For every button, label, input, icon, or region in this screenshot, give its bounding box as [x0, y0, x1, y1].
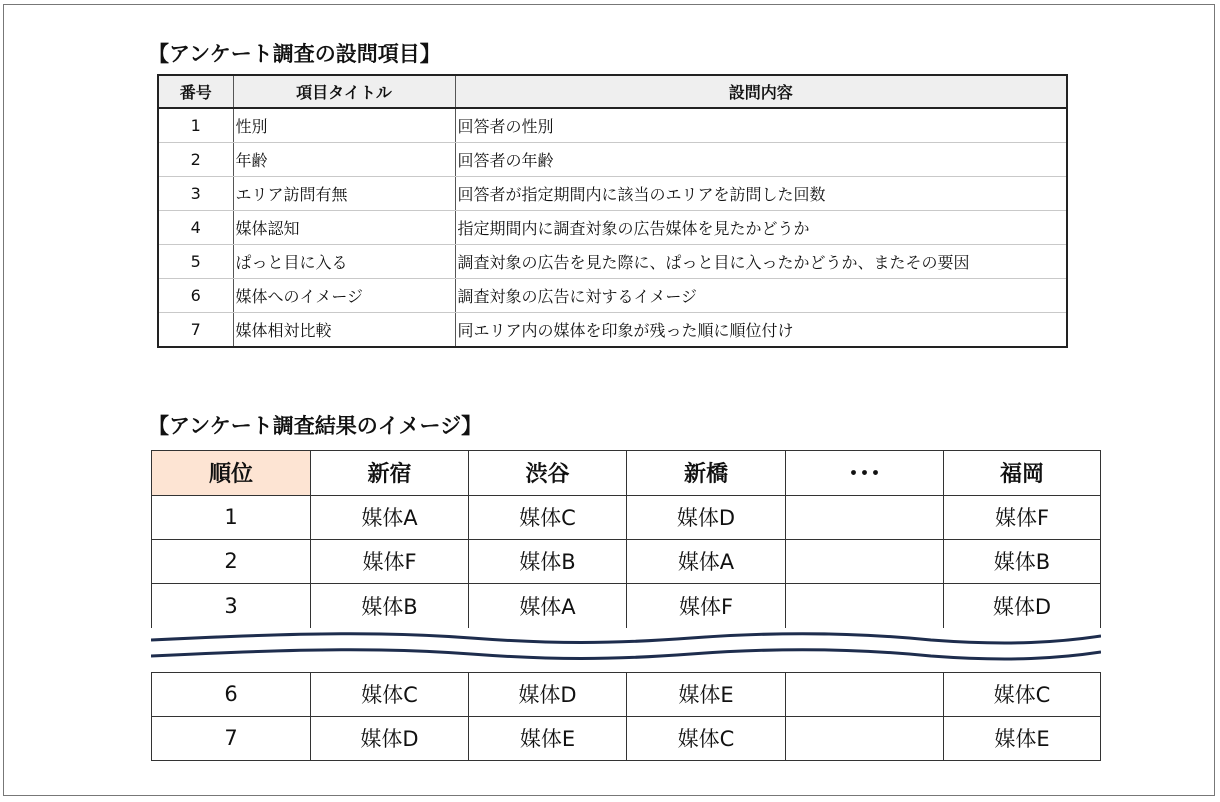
- table-row: [158, 108, 1067, 143]
- results-header-row: [151, 450, 1101, 495]
- item-content: 回答者の性別: [455, 108, 1067, 143]
- header-item-title: 項目タイトル: [233, 75, 455, 108]
- rank-cell: 3: [151, 583, 310, 628]
- media-cell: 媒体E: [943, 716, 1101, 760]
- item-number: 6: [158, 279, 233, 313]
- table-row: [158, 143, 1067, 177]
- rank-cell: 1: [151, 495, 310, 539]
- header-ellipsis: ･･･: [785, 450, 943, 495]
- item-content: 指定期間内に調査対象の広告媒体を見たかどうか: [455, 211, 1067, 245]
- item-content: 回答者が指定期間内に該当のエリアを訪問した回数: [455, 177, 1067, 211]
- media-cell: [785, 672, 943, 716]
- table-break-wave: [151, 628, 1101, 672]
- item-title: ぱっと目に入る: [233, 245, 455, 279]
- survey-results-table: [151, 450, 1101, 760]
- media-cell: 媒体D: [626, 495, 785, 539]
- media-cell: 媒体F: [310, 539, 468, 583]
- rank-cell: 7: [151, 716, 310, 760]
- survey-items-heading: 【アンケート調査の設問項目】: [148, 42, 441, 66]
- item-number: 2: [158, 143, 233, 177]
- media-cell: [785, 495, 943, 539]
- media-cell: 媒体B: [310, 583, 468, 628]
- media-cell: 媒体A: [310, 495, 468, 539]
- table-row: [151, 672, 1101, 716]
- media-cell: 媒体E: [626, 672, 785, 716]
- table-row: [151, 583, 1101, 628]
- media-cell: 媒体D: [943, 583, 1101, 628]
- table-row: [151, 539, 1101, 583]
- media-cell: 媒体C: [626, 716, 785, 760]
- media-cell: 媒体C: [468, 495, 626, 539]
- media-cell: 媒体C: [943, 672, 1101, 716]
- item-number: 3: [158, 177, 233, 211]
- survey-items-table: [157, 74, 1068, 348]
- header-question-content: 設問内容: [455, 75, 1067, 108]
- item-number: 4: [158, 211, 233, 245]
- item-title: 媒体相対比較: [233, 313, 455, 348]
- item-content: 調査対象の広告を見た際に、ぱっと目に入ったかどうか、またその要因: [455, 245, 1067, 279]
- media-cell: 媒体F: [626, 583, 785, 628]
- rank-cell: 6: [151, 672, 310, 716]
- item-title: 性別: [233, 108, 455, 143]
- table-row: [151, 495, 1101, 539]
- item-number: 1: [158, 108, 233, 143]
- media-cell: 媒体D: [468, 672, 626, 716]
- rank-cell: 2: [151, 539, 310, 583]
- media-cell: 媒体B: [468, 539, 626, 583]
- item-number: 7: [190, 320, 201, 339]
- header-shibuya: 渋谷: [468, 450, 626, 495]
- item-title: 媒体へのイメージ: [233, 279, 455, 313]
- item-title: 年齢: [233, 143, 455, 177]
- media-cell: [785, 583, 943, 628]
- item-title: エリア訪問有無: [233, 177, 455, 211]
- media-cell: 媒体A: [626, 539, 785, 583]
- media-cell: [785, 539, 943, 583]
- header-fukuoka: 福岡: [943, 450, 1101, 495]
- media-cell: [785, 716, 943, 760]
- table-row: [151, 716, 1101, 760]
- media-cell: 媒体E: [468, 716, 626, 760]
- header-number: 番号: [158, 75, 233, 108]
- media-cell: 媒体B: [943, 539, 1101, 583]
- item-number: 5: [158, 245, 233, 279]
- media-cell: 媒体F: [943, 495, 1101, 539]
- header-rank: 順位: [151, 450, 310, 495]
- media-cell: 媒体A: [468, 583, 626, 628]
- table-row: [158, 177, 1067, 211]
- media-cell: 媒体C: [310, 672, 468, 716]
- item-content: 回答者の年齢: [455, 143, 1067, 177]
- item-content: 調査対象の広告に対するイメージ: [455, 279, 1067, 313]
- table-row: [158, 245, 1067, 279]
- item-title: 媒体認知: [233, 211, 455, 245]
- media-cell: 媒体D: [310, 716, 468, 760]
- survey-items-header-row: [158, 75, 1067, 108]
- header-shimbashi: 新橋: [626, 450, 785, 495]
- header-shinjuku: 新宿: [310, 450, 468, 495]
- table-row: [158, 313, 1067, 348]
- item-content: 同エリア内の媒体を印象が残った順に順位付け: [455, 313, 1067, 348]
- table-row: [158, 211, 1067, 245]
- table-row: [158, 279, 1067, 313]
- survey-results-heading: 【アンケート調査結果のイメージ】: [148, 414, 483, 438]
